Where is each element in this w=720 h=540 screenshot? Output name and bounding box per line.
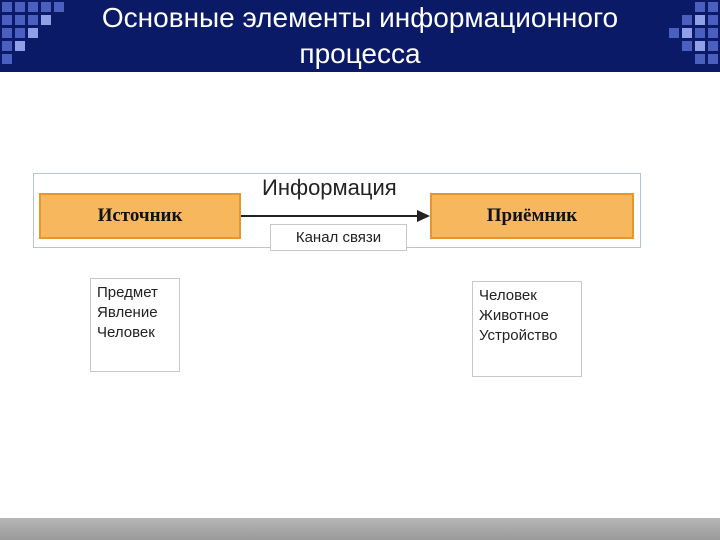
list-item: Человек [479,287,537,304]
list-item: Предмет [97,284,158,301]
slide-header [0,0,720,72]
receiver-examples-box [472,281,582,377]
list-item: Человек [97,324,155,341]
slide-title: Основные элементы информационного процесса [101,2,619,69]
receiver-node: Приёмник [430,193,634,239]
information-label: Информация [262,175,397,200]
arrow-right-icon [241,206,431,226]
list-item: Явление [97,304,158,321]
source-node: Источник [39,193,241,239]
list-item: Животное [479,307,549,324]
channel-label: Канал связи [270,224,407,251]
source-examples-box [90,278,180,372]
list-item: Устройство [479,327,558,344]
slide-footer-bar [0,518,720,540]
